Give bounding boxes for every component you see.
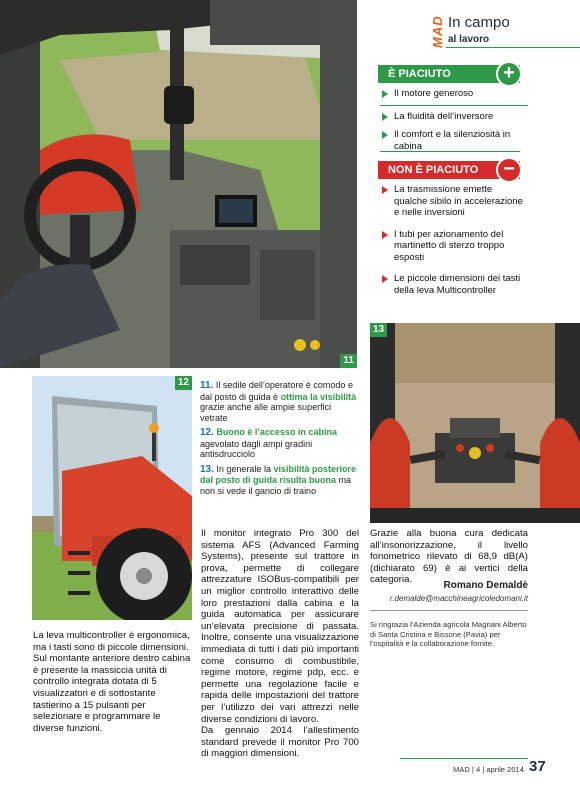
pros-header: È PIACIUTO: [378, 65, 520, 83]
section-header: [430, 12, 580, 52]
header-rule: [446, 47, 580, 48]
photo-captions: [200, 380, 360, 500]
arrow-right-icon: [382, 131, 388, 139]
cons-header: NON È PIACIUTO: [378, 161, 520, 179]
cab-interior-image: [0, 0, 357, 368]
section-title: In campo: [448, 14, 510, 31]
cons-list: [380, 184, 528, 306]
body-column-1: [33, 630, 193, 734]
author-email[interactable]: r.demalde@macchineagricoledomani.it: [389, 594, 528, 603]
cons-item: Le piccole dimensioni dei tasti della leva Multicontroller: [380, 273, 528, 296]
arrow-right-icon: [382, 231, 388, 239]
author-name: Romano Demaldè: [443, 580, 528, 591]
body-column-3: [370, 528, 528, 586]
body-paragraph: Grazie alla buona cura dedicata all’insonorizzazione, il livello fonometrico rilevato di 68,9 dB(A) (dichiarato 69) è ai vertici della categoria.: [370, 528, 528, 586]
arrow-right-icon: [382, 275, 388, 283]
mad-logo: MAD: [430, 15, 445, 49]
photo-cab-access: [32, 376, 192, 620]
body-paragraph: La leva multicontroller è ergonomica, ma i tasti sono di piccole dimensioni.: [33, 630, 190, 653]
photo-number-11: 11: [340, 354, 357, 368]
cons-item: La trasmissione emette qualche sibilo in accelerazione e nelle inversioni: [380, 184, 528, 219]
cab-access-image: [32, 376, 192, 620]
cons-item: I tubi per azionamento del martinetto di sterzo troppo esposti: [380, 229, 528, 264]
body-paragraph: Il monitor integrato Pro 300 del sistema AFS (Advanced Farming Systems), presente sul trattore in prova, permette di collegare attrezzature ISOBus-compatibili per un miglior controllo interattivo delle loro prestazioni dalla cabina e la guida automatica per assicurare un’elevata precisione di passata. Inoltre, consente una visualizzazione immediata di tutti i dati più importanti come consumo di combustibile, regime motore, regime pdp, ecc. e permette una regolazione facile e rapida delle impostazioni del trattore per l’utilizzo dei vari attrezzi nelle diverse condizioni di lavoro.: [201, 528, 359, 725]
pros-bottom-rule: [380, 151, 520, 152]
author-rule: [370, 610, 528, 611]
plus-icon: +: [496, 61, 522, 87]
page-number: 37: [529, 758, 546, 775]
section-subtitle: al lavoro: [448, 34, 490, 45]
body-paragraph: Sul montante anteriore destro cabina è presente la massiccia unità di controllo integrata dotata di 5 visualizzatori e di sottostante tastierino a 15 pulsanti per selezionare e programmare le diverse funzioni.: [33, 653, 191, 734]
pros-item: La fluidità dell’inversore: [380, 111, 528, 123]
pros-list: [380, 88, 528, 159]
acknowledgements: Si ringrazia l’Azienda agricola Magnani Alberto di Santa Cristina e Bissone (Pavia) per l’ospitalità e la collaborazione fornite.: [370, 620, 527, 648]
photo-rear-visibility: [370, 323, 580, 523]
rear-view-image: [370, 323, 580, 523]
footer-magazine-info: MAD | 4 | aprile 2014: [452, 765, 524, 774]
arrow-right-icon: [382, 186, 388, 194]
photo-number-13: 13: [370, 323, 387, 337]
minus-icon: −: [496, 157, 522, 183]
arrow-right-icon: [382, 90, 388, 98]
caption-12: 12. Buono è l’accesso in cabina agevolato dagli ampi gradini antisdrucciolo: [200, 427, 337, 459]
arrow-right-icon: [382, 113, 388, 121]
pros-item: Il motore generoso: [380, 88, 528, 106]
footer-rule: [400, 758, 528, 759]
photo-cab-interior: [0, 0, 357, 368]
photo-number-12: 12: [175, 376, 192, 390]
body-paragraph: Da gennaio 2014 l’allestimento standard prevede il monitor Pro 700 di maggiori dimensioni.: [201, 725, 359, 760]
caption-11: 11. Il sedile dell’operatore è comodo e dal posto di guida è ottima la visibilità grazie anche alle ampie superfici vetrate: [200, 380, 357, 423]
caption-13: 13. In generale la visibilità posteriore dal posto di guida risulta buona ma non si vede il gancio di traino: [200, 463, 356, 496]
body-column-2: [201, 528, 359, 760]
pros-item: Il comfort e la silenziosità in cabina: [380, 129, 528, 152]
